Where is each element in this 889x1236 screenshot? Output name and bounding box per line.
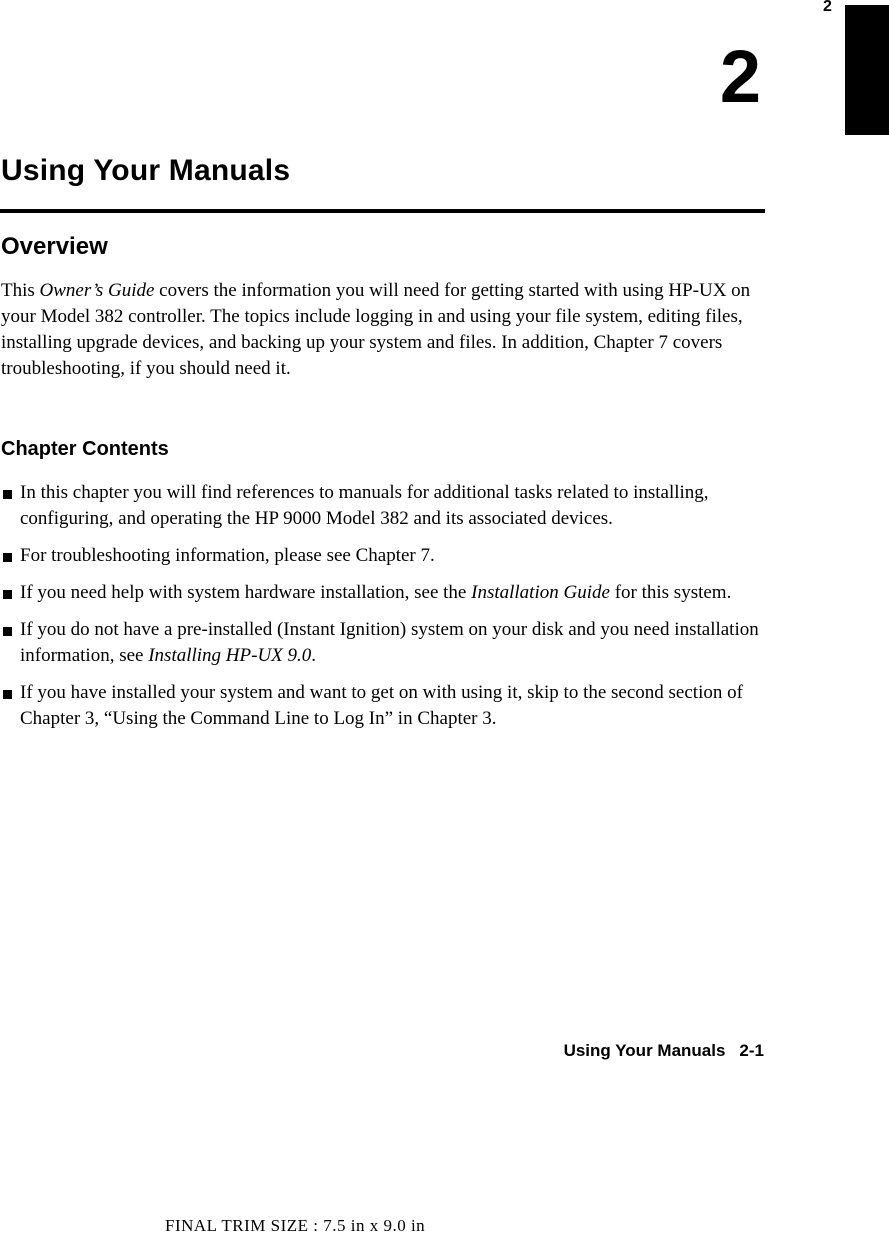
- owners-guide-title: Owner’s Guide: [39, 280, 155, 301]
- chapter-number: 2: [719, 35, 761, 118]
- footer-chapter-title: Using Your Manuals: [563, 1041, 726, 1060]
- list-item: [0, 480, 775, 532]
- title-rule: [0, 209, 765, 213]
- overview-paragraph: [1, 278, 771, 382]
- list-item: [0, 543, 775, 569]
- page-footer: [564, 1041, 764, 1061]
- chapter-thumb-tab: [845, 5, 889, 135]
- bullet-square-icon: [3, 627, 12, 636]
- bullet-square-icon: [3, 553, 12, 562]
- bullet-square-icon: [3, 490, 12, 499]
- list-item: [0, 680, 775, 732]
- chapter-contents-list: [0, 480, 775, 743]
- list-item-text: In this chapter you will find references to manuals for additional tasks related to installing, configuring, and operating the HP 9000 Model 382 and its associated devices.: [20, 482, 709, 529]
- chapter-contents-heading: Chapter Contents: [1, 438, 169, 460]
- list-item: [0, 617, 775, 669]
- overview-heading: Overview: [1, 233, 108, 260]
- overview-text-start: This: [1, 280, 40, 301]
- bullet-square-icon: [3, 590, 12, 599]
- installation-guide-title: Installation Guide: [471, 582, 610, 603]
- list-item-text-end: for this system.: [609, 582, 732, 603]
- footer-page-number: 2-1: [739, 1041, 764, 1060]
- list-item-text: For troubleshooting information, please see Chapter 7.: [20, 545, 435, 566]
- tab-chapter-number: 2: [823, 0, 832, 15]
- list-item-text: If you need help with system hardware installation, see the: [20, 582, 472, 603]
- list-item-text: If you have installed your system and want to get on with using it, skip to the second section of Chapter 3, “Using the Command Line to Log In” in Chapter 3.: [20, 682, 743, 729]
- installing-hpux-title: Installing HP-UX 9.0: [148, 645, 312, 666]
- list-item-text: If you do not have a pre-installed (Instant Ignition) system on your disk and you need installation information, see: [20, 619, 759, 666]
- list-item: [0, 580, 775, 606]
- bullet-square-icon: [3, 690, 12, 699]
- chapter-title: Using Your Manuals: [1, 154, 291, 187]
- list-item-text-end: .: [311, 645, 317, 666]
- overview-text-rest: covers the information you will need for getting started with using HP-UX on your Model 382 controller. The topics include logging in and using your file system, editing files, installing upgrade devices, and backing up your system and files. In addition, Chapter 7 covers troubleshooting, if you should need it.: [1, 280, 751, 379]
- trim-size-note: FINAL TRIM SIZE : 7.5 in x 9.0 in: [165, 1216, 426, 1235]
